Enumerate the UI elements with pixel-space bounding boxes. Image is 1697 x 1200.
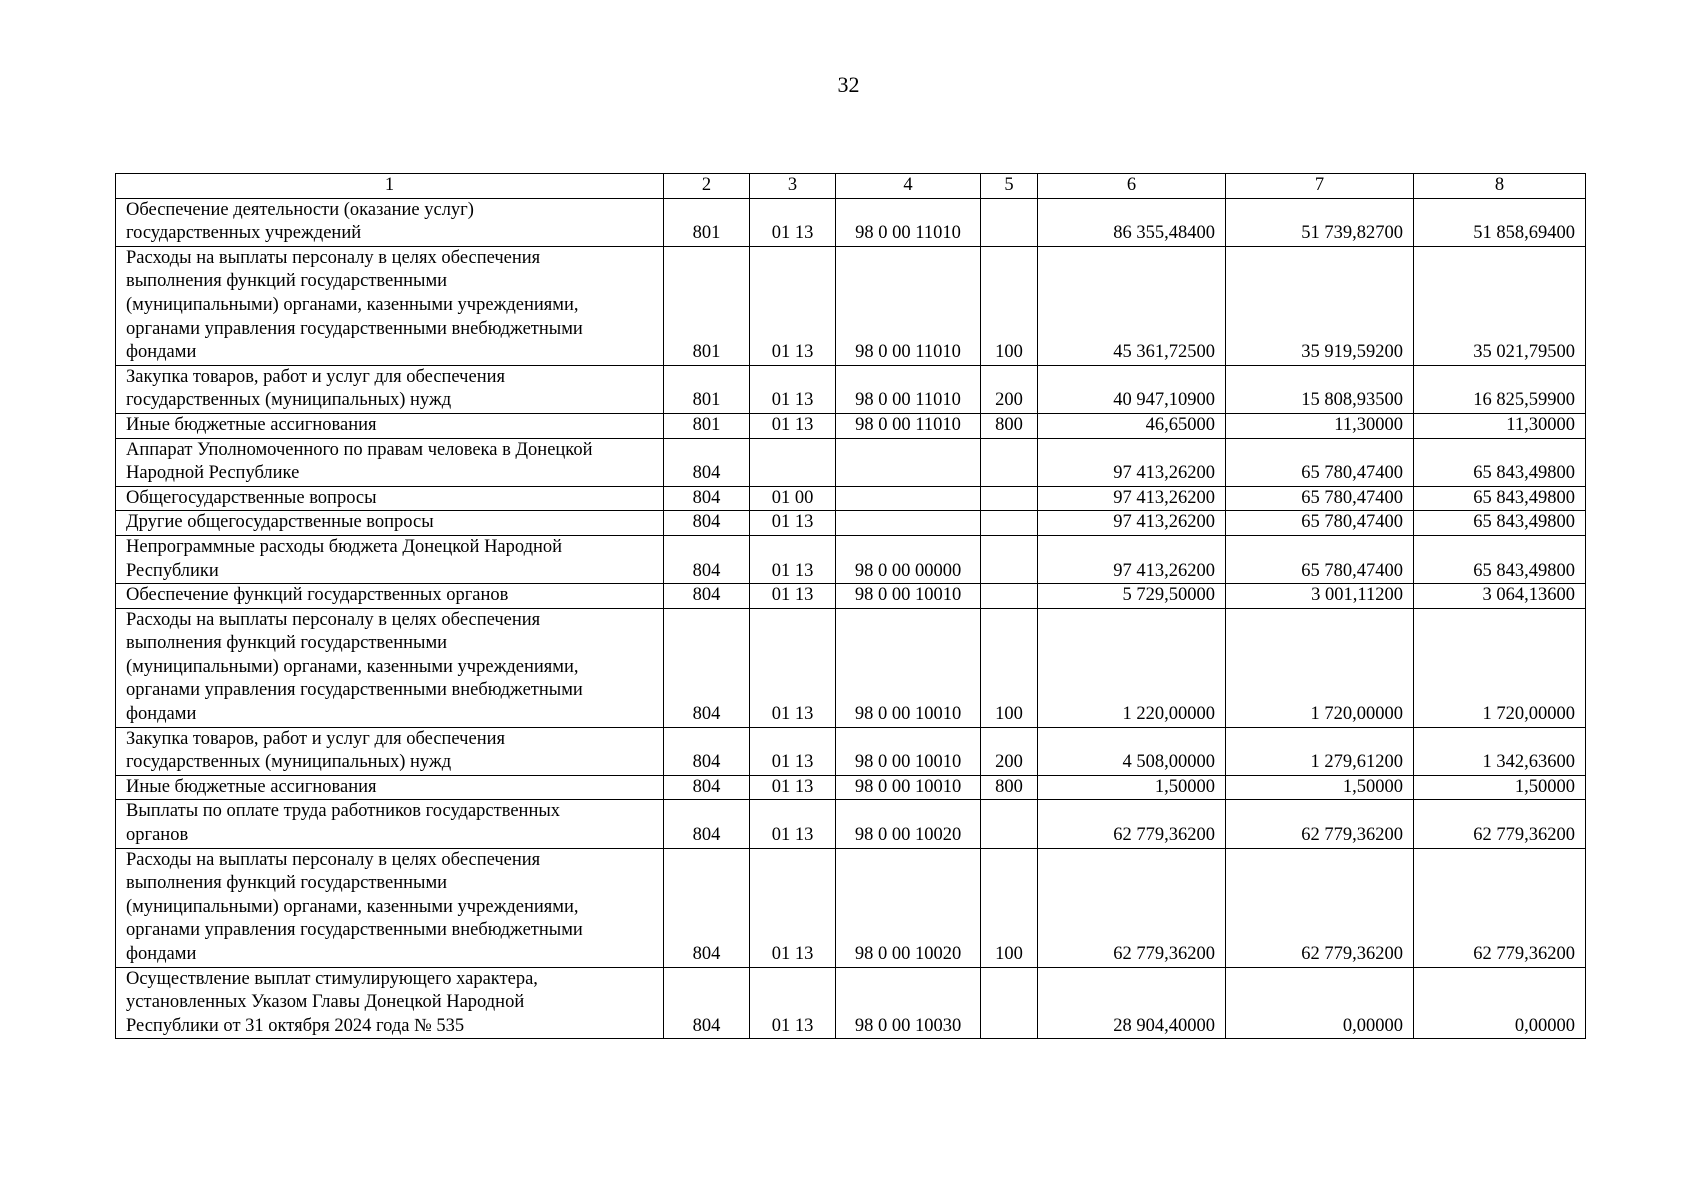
- row-amount-6: 97 413,26200: [1038, 486, 1226, 511]
- row-target-code: 98 0 00 10020: [836, 848, 981, 967]
- row-amount-7: 11,30000: [1226, 413, 1414, 438]
- table-row: [116, 246, 1586, 365]
- row-amount-8: 3 064,13600: [1414, 584, 1586, 609]
- row-amount-6: 4 508,00000: [1038, 727, 1226, 775]
- budget-table: [115, 173, 1586, 1039]
- row-section-code: 01 13: [750, 511, 836, 536]
- header-col-1: 1: [116, 174, 664, 199]
- row-amount-6: 1,50000: [1038, 775, 1226, 800]
- row-section-code: 01 13: [750, 727, 836, 775]
- row-ministry-code: 801: [664, 365, 750, 413]
- row-amount-7: 35 919,59200: [1226, 246, 1414, 365]
- row-expense-type: [981, 511, 1038, 536]
- row-expense-type: [981, 967, 1038, 1039]
- table-row: [116, 365, 1586, 413]
- row-amount-7: 65 780,47400: [1226, 486, 1414, 511]
- row-expense-type: 100: [981, 246, 1038, 365]
- header-col-8: 8: [1414, 174, 1586, 199]
- row-ministry-code: 804: [664, 800, 750, 848]
- header-col-3: 3: [750, 174, 836, 199]
- table-row: [116, 848, 1586, 967]
- table-row: [116, 486, 1586, 511]
- row-target-code: 98 0 00 10030: [836, 967, 981, 1039]
- row-expense-type: [981, 535, 1038, 583]
- row-amount-6: 86 355,48400: [1038, 198, 1226, 246]
- table-row: [116, 535, 1586, 583]
- table-row: [116, 608, 1586, 727]
- table-row: [116, 775, 1586, 800]
- row-name: Аппарат Уполномоченного по правам человека в Донецкой Народной Республике: [116, 438, 664, 486]
- row-name: Иные бюджетные ассигнования: [116, 413, 664, 438]
- row-ministry-code: 804: [664, 584, 750, 609]
- row-amount-8: 1 342,63600: [1414, 727, 1586, 775]
- row-expense-type: [981, 584, 1038, 609]
- row-name: Обеспечение деятельности (оказание услуг) государственных учреждений: [116, 198, 664, 246]
- row-section-code: 01 13: [750, 584, 836, 609]
- row-section-code: 01 13: [750, 246, 836, 365]
- row-amount-6: 1 220,00000: [1038, 608, 1226, 727]
- row-amount-6: 97 413,26200: [1038, 535, 1226, 583]
- row-name: Общегосударственные вопросы: [116, 486, 664, 511]
- row-name: Выплаты по оплате труда работников государственных органов: [116, 800, 664, 848]
- row-name: Закупка товаров, работ и услуг для обеспечения государственных (муниципальных) нужд: [116, 727, 664, 775]
- row-target-code: 98 0 00 11010: [836, 246, 981, 365]
- row-section-code: 01 13: [750, 967, 836, 1039]
- row-amount-7: 65 780,47400: [1226, 511, 1414, 536]
- row-target-code: [836, 486, 981, 511]
- row-name: Расходы на выплаты персоналу в целях обеспечения выполнения функций государственными (муниципальными) органами, казенными учреждениями, органами управления государственными внебюджетными фондами: [116, 848, 664, 967]
- row-name: Непрограммные расходы бюджета Донецкой Народной Республики: [116, 535, 664, 583]
- row-section-code: 01 13: [750, 365, 836, 413]
- row-amount-8: 16 825,59900: [1414, 365, 1586, 413]
- row-amount-6: 97 413,26200: [1038, 511, 1226, 536]
- table-row: [116, 511, 1586, 536]
- row-target-code: [836, 438, 981, 486]
- row-amount-8: 65 843,49800: [1414, 535, 1586, 583]
- row-name: Закупка товаров, работ и услуг для обеспечения государственных (муниципальных) нужд: [116, 365, 664, 413]
- table-row: [116, 800, 1586, 848]
- row-amount-6: 97 413,26200: [1038, 438, 1226, 486]
- row-amount-6: 40 947,10900: [1038, 365, 1226, 413]
- row-ministry-code: 801: [664, 413, 750, 438]
- row-name: Расходы на выплаты персоналу в целях обеспечения выполнения функций государственными (муниципальными) органами, казенными учреждениями, органами управления государственными внебюджетными фондами: [116, 246, 664, 365]
- row-ministry-code: 801: [664, 198, 750, 246]
- row-amount-6: 46,65000: [1038, 413, 1226, 438]
- row-ministry-code: 804: [664, 535, 750, 583]
- row-target-code: 98 0 00 10010: [836, 727, 981, 775]
- row-ministry-code: 804: [664, 967, 750, 1039]
- row-amount-6: 28 904,40000: [1038, 967, 1226, 1039]
- row-section-code: 01 13: [750, 198, 836, 246]
- row-amount-8: 0,00000: [1414, 967, 1586, 1039]
- row-expense-type: [981, 800, 1038, 848]
- row-amount-6: 62 779,36200: [1038, 848, 1226, 967]
- row-name: Осуществление выплат стимулирующего характера, установленных Указом Главы Донецкой Народной Республики от 31 октября 2024 года № 535: [116, 967, 664, 1039]
- row-target-code: 98 0 00 10010: [836, 775, 981, 800]
- row-target-code: 98 0 00 11010: [836, 198, 981, 246]
- row-ministry-code: 804: [664, 511, 750, 536]
- row-target-code: 98 0 00 00000: [836, 535, 981, 583]
- row-ministry-code: 804: [664, 438, 750, 486]
- row-amount-7: 65 780,47400: [1226, 535, 1414, 583]
- table-header: [116, 174, 1586, 199]
- header-col-7: 7: [1226, 174, 1414, 199]
- row-ministry-code: 804: [664, 608, 750, 727]
- row-amount-8: 65 843,49800: [1414, 486, 1586, 511]
- row-amount-8: 65 843,49800: [1414, 511, 1586, 536]
- row-amount-8: 11,30000: [1414, 413, 1586, 438]
- row-amount-7: 1 720,00000: [1226, 608, 1414, 727]
- row-amount-7: 3 001,11200: [1226, 584, 1414, 609]
- row-target-code: 98 0 00 11010: [836, 413, 981, 438]
- row-amount-8: 62 779,36200: [1414, 800, 1586, 848]
- page-number: 32: [837, 72, 860, 97]
- row-amount-7: 1 279,61200: [1226, 727, 1414, 775]
- row-amount-7: 1,50000: [1226, 775, 1414, 800]
- table-row: [116, 198, 1586, 246]
- row-amount-6: 62 779,36200: [1038, 800, 1226, 848]
- row-expense-type: 200: [981, 727, 1038, 775]
- row-amount-6: 45 361,72500: [1038, 246, 1226, 365]
- row-name: Иные бюджетные ассигнования: [116, 775, 664, 800]
- header-col-5: 5: [981, 174, 1038, 199]
- row-section-code: 01 13: [750, 535, 836, 583]
- table-row: [116, 584, 1586, 609]
- row-ministry-code: 804: [664, 727, 750, 775]
- row-expense-type: 200: [981, 365, 1038, 413]
- row-amount-7: 62 779,36200: [1226, 848, 1414, 967]
- row-amount-7: 62 779,36200: [1226, 800, 1414, 848]
- row-amount-8: 1 720,00000: [1414, 608, 1586, 727]
- row-expense-type: 100: [981, 848, 1038, 967]
- row-section-code: 01 13: [750, 848, 836, 967]
- row-section-code: 01 13: [750, 800, 836, 848]
- row-target-code: 98 0 00 10010: [836, 584, 981, 609]
- row-ministry-code: 804: [664, 486, 750, 511]
- row-expense-type: [981, 438, 1038, 486]
- row-target-code: 98 0 00 10010: [836, 608, 981, 727]
- header-col-6: 6: [1038, 174, 1226, 199]
- row-section-code: 01 13: [750, 775, 836, 800]
- row-amount-7: 65 780,47400: [1226, 438, 1414, 486]
- row-section-code: 01 00: [750, 486, 836, 511]
- row-amount-8: 35 021,79500: [1414, 246, 1586, 365]
- row-expense-type: 800: [981, 413, 1038, 438]
- table-body: [116, 198, 1586, 1039]
- header-col-2: 2: [664, 174, 750, 199]
- row-name: Обеспечение функций государственных органов: [116, 584, 664, 609]
- row-amount-7: 15 808,93500: [1226, 365, 1414, 413]
- row-target-code: [836, 511, 981, 536]
- row-expense-type: [981, 198, 1038, 246]
- row-section-code: [750, 438, 836, 486]
- table-row: [116, 727, 1586, 775]
- row-amount-7: 0,00000: [1226, 967, 1414, 1039]
- row-target-code: 98 0 00 11010: [836, 365, 981, 413]
- row-ministry-code: 804: [664, 775, 750, 800]
- row-amount-6: 5 729,50000: [1038, 584, 1226, 609]
- header-col-4: 4: [836, 174, 981, 199]
- table-row: [116, 438, 1586, 486]
- row-amount-8: 1,50000: [1414, 775, 1586, 800]
- row-amount-7: 51 739,82700: [1226, 198, 1414, 246]
- row-expense-type: [981, 486, 1038, 511]
- row-amount-8: 65 843,49800: [1414, 438, 1586, 486]
- row-expense-type: 800: [981, 775, 1038, 800]
- row-ministry-code: 801: [664, 246, 750, 365]
- row-amount-8: 51 858,69400: [1414, 198, 1586, 246]
- header-row: [116, 174, 1586, 199]
- row-amount-8: 62 779,36200: [1414, 848, 1586, 967]
- row-ministry-code: 804: [664, 848, 750, 967]
- row-name: Расходы на выплаты персоналу в целях обеспечения выполнения функций государственными (муниципальными) органами, казенными учреждениями, органами управления государственными внебюджетными фондами: [116, 608, 664, 727]
- row-target-code: 98 0 00 10020: [836, 800, 981, 848]
- row-expense-type: 100: [981, 608, 1038, 727]
- row-name: Другие общегосударственные вопросы: [116, 511, 664, 536]
- table-row: [116, 413, 1586, 438]
- row-section-code: 01 13: [750, 608, 836, 727]
- row-section-code: 01 13: [750, 413, 836, 438]
- table-row: [116, 967, 1586, 1039]
